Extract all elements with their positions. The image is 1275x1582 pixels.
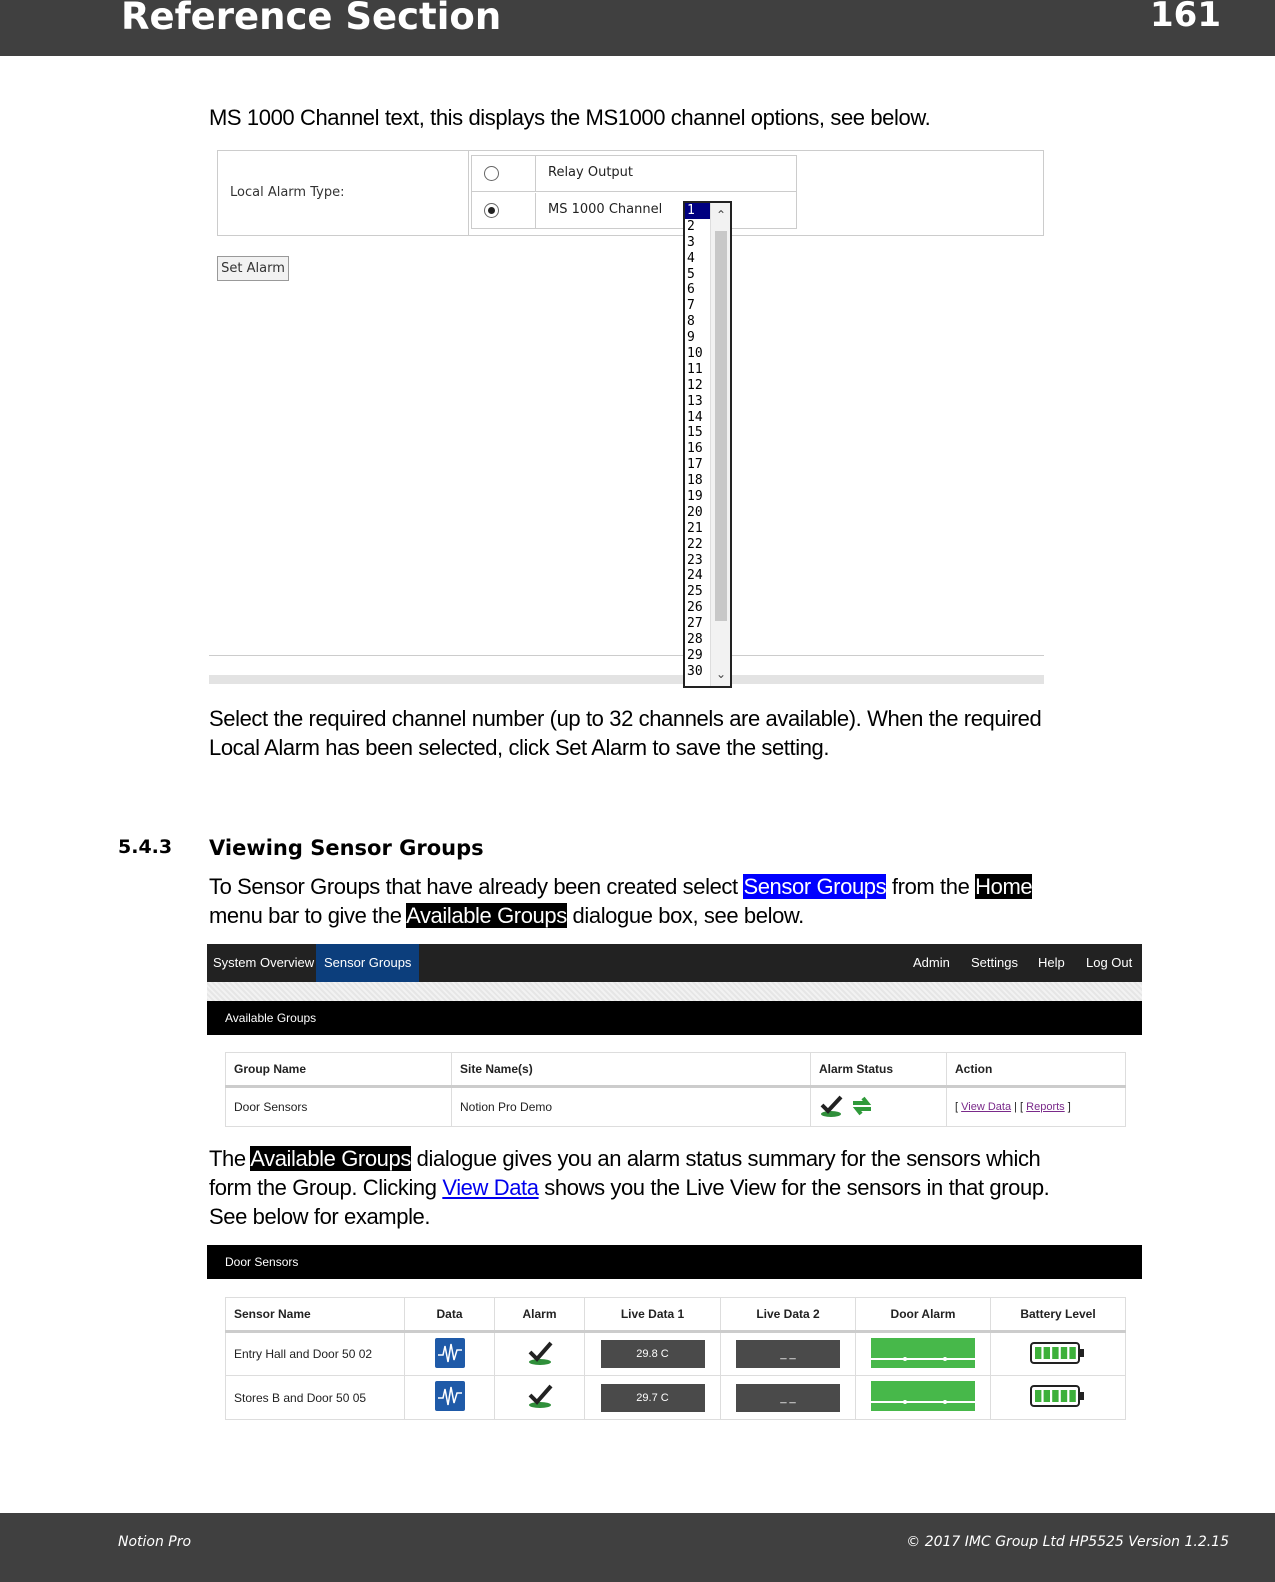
table-row [226, 1332, 1126, 1376]
nav-settings[interactable]: Settings [971, 955, 1018, 970]
option-relay-output[interactable] [472, 156, 796, 192]
col-data: Data [405, 1298, 495, 1332]
view-data-link[interactable]: View Data [961, 1101, 1012, 1113]
battery-cell [1044, 1347, 1050, 1359]
group-name-cell: Door Sensors [226, 1087, 452, 1127]
channel-option[interactable]: 13 [687, 393, 703, 409]
home-highlight: Home [975, 874, 1033, 899]
site-name-cell: Notion Pro Demo [452, 1087, 811, 1127]
channel-option[interactable]: 28 [687, 632, 703, 648]
channel-option[interactable]: 1 [685, 203, 710, 219]
nav-help[interactable]: Help [1038, 955, 1065, 970]
intro-paragraph: MS 1000 Channel text, this displays the MS1000 channel options, see below. [209, 105, 931, 130]
channel-option[interactable]: 18 [687, 473, 703, 489]
sensor-groups-highlight: Sensor Groups [743, 874, 887, 899]
battery-cell [1061, 1390, 1067, 1402]
option-label: MS 1000 Channel [548, 202, 663, 217]
channel-option[interactable]: 25 [687, 584, 703, 600]
battery-cell [1069, 1390, 1075, 1402]
section-number: 5.4.3 [118, 836, 173, 858]
channel-option[interactable]: 17 [687, 457, 703, 473]
battery-cell [1052, 1390, 1058, 1402]
channel-option[interactable]: 21 [687, 520, 703, 536]
groups-paragraph: To Sensor Groups that have already been created select Sensor Groups from the Home menu bar to give the Available Groups dialogue box, see below. [209, 874, 1033, 928]
divider [209, 655, 1044, 656]
channel-option[interactable]: 12 [687, 377, 703, 393]
sensor-name-cell: Stores B and Door 50 05 [226, 1376, 405, 1420]
table-row [226, 1087, 1126, 1127]
col-live-data-1: Live Data 1 [585, 1298, 721, 1332]
alarm-ok-check-icon [821, 1097, 841, 1117]
channel-option[interactable]: 8 [687, 314, 695, 330]
footer-product: Notion Pro [118, 1534, 192, 1550]
channel-option[interactable]: 6 [687, 282, 695, 298]
channel-option[interactable]: 26 [687, 600, 703, 616]
col-group-name: Group Name [226, 1053, 452, 1087]
battery-cell [1035, 1390, 1041, 1402]
battery-cell [1069, 1347, 1075, 1359]
channel-option[interactable]: 3 [687, 234, 695, 250]
channel-option[interactable]: 2 [687, 218, 695, 234]
summary-paragraph: The Available Groups dialogue gives you an alarm status summary for the sensors which form the Group. Clicking View Data shows you the Live View for the sensors in that group. See below for example. [209, 1146, 1050, 1229]
action-cell: [ View Data | [ Reports ] [947, 1087, 1126, 1127]
nav-log-out[interactable]: Log Out [1086, 955, 1133, 970]
col-alarm-status: Alarm Status [811, 1053, 947, 1087]
battery-cell [1052, 1347, 1058, 1359]
live-data-1-value: 29.7 C [601, 1384, 705, 1412]
col-battery-level: Battery Level [991, 1298, 1126, 1332]
alarm-ok-check-icon [526, 1382, 554, 1410]
battery-cell [1035, 1347, 1041, 1359]
available-groups-highlight: Available Groups [406, 903, 567, 928]
live-data-2-value: _ _ [736, 1340, 840, 1368]
channel-dropdown-list[interactable] [683, 201, 732, 688]
channel-option[interactable]: 27 [687, 616, 703, 632]
horizontal-scrollbar[interactable] [209, 675, 1044, 684]
door-sensors-titlebar: Door Sensors [207, 1245, 1142, 1279]
door-closed-icon [871, 1381, 975, 1411]
channel-options [685, 203, 710, 680]
col-site-names: Site Name(s) [452, 1053, 811, 1087]
col-action: Action [947, 1053, 1126, 1087]
set-alarm-button[interactable]: Set Alarm [217, 256, 289, 281]
channel-option[interactable]: 30 [687, 663, 703, 679]
app-nav-bar [207, 944, 1142, 982]
channel-option[interactable]: 15 [687, 425, 703, 441]
nav-system-overview[interactable]: System Overview [213, 955, 315, 970]
battery-full-icon [1030, 1385, 1086, 1407]
alarm-status-cell [811, 1087, 947, 1127]
table-row [226, 1376, 1126, 1420]
option-label: Relay Output [548, 165, 634, 180]
channel-option[interactable]: 29 [687, 647, 703, 663]
nav-sensor-groups[interactable]: Sensor Groups [316, 944, 419, 982]
col-door-alarm: Door Alarm [856, 1298, 991, 1332]
battery-cell [1061, 1347, 1067, 1359]
reports-link[interactable]: Reports [1026, 1101, 1065, 1113]
battery-cell [1044, 1390, 1050, 1402]
chevron-up-icon[interactable]: ⌃ [715, 208, 727, 222]
alarm-type-label-cell [218, 151, 469, 235]
channel-option[interactable]: 22 [687, 536, 703, 552]
battery-full-icon [1030, 1342, 1086, 1364]
alarm-type-label: Local Alarm Type: [230, 185, 345, 200]
available-groups-highlight: Available Groups [250, 1146, 411, 1171]
nav-texture-band [207, 982, 1142, 1001]
option-ms1000-channel[interactable] [472, 193, 796, 229]
channel-option[interactable]: 4 [687, 250, 695, 266]
channel-option[interactable]: 10 [687, 346, 703, 362]
graph-icon[interactable] [435, 1338, 465, 1368]
channel-option[interactable]: 7 [687, 298, 695, 314]
channel-option[interactable]: 24 [687, 568, 703, 584]
section-title: Viewing Sensor Groups [209, 836, 484, 860]
section-header-title: Reference Section [121, 0, 502, 38]
door-closed-icon [871, 1338, 975, 1368]
graph-icon[interactable] [435, 1381, 465, 1411]
refresh-icon [853, 1098, 871, 1114]
alarm-options-table [471, 155, 797, 229]
groups-table [225, 1052, 1126, 1127]
door-sensors-table [225, 1297, 1126, 1420]
col-alarm: Alarm [495, 1298, 585, 1332]
select-channel-paragraph: Select the required channel number (up to 32 channels are available). When the required Local Alarm has been selected, click Set Alarm to save the setting. [209, 706, 1042, 760]
page-footer [0, 1513, 1275, 1582]
alarm-ok-check-icon [526, 1339, 554, 1367]
channel-option[interactable]: 5 [687, 266, 695, 282]
sensor-name-cell: Entry Hall and Door 50 02 [226, 1332, 405, 1376]
available-groups-titlebar: Available Groups [207, 1001, 1142, 1035]
chevron-down-icon[interactable]: ⌄ [715, 667, 727, 681]
alarm-status-icons [819, 1093, 877, 1119]
page-header [0, 0, 1275, 56]
channel-option[interactable]: 11 [687, 361, 703, 377]
live-data-1-value: 29.8 C [601, 1340, 705, 1368]
nav-admin[interactable]: Admin [913, 955, 950, 970]
footer-copyright: © 2017 IMC Group Ltd HP5525 Version 1.2.15 [906, 1534, 1229, 1550]
dropdown-scrollbar[interactable] [710, 203, 730, 686]
relay-output-radio[interactable] [484, 166, 499, 181]
view-data-link[interactable]: View Data [442, 1175, 539, 1200]
channel-option[interactable]: 16 [687, 441, 703, 457]
col-sensor-name: Sensor Name [226, 1298, 405, 1332]
channel-option[interactable]: 20 [687, 504, 703, 520]
col-live-data-2: Live Data 2 [721, 1298, 856, 1332]
alarm-form-screenshot [209, 148, 1054, 693]
channel-option[interactable]: 14 [687, 409, 703, 425]
ms1000-channel-radio[interactable] [484, 203, 499, 218]
live-data-2-value: _ _ [736, 1384, 840, 1412]
channel-option[interactable]: 23 [687, 552, 703, 568]
scrollbar-thumb[interactable] [715, 231, 727, 621]
channel-option[interactable]: 19 [687, 489, 703, 505]
page-number: 161 [1150, 0, 1221, 35]
channel-option[interactable]: 9 [687, 330, 695, 346]
